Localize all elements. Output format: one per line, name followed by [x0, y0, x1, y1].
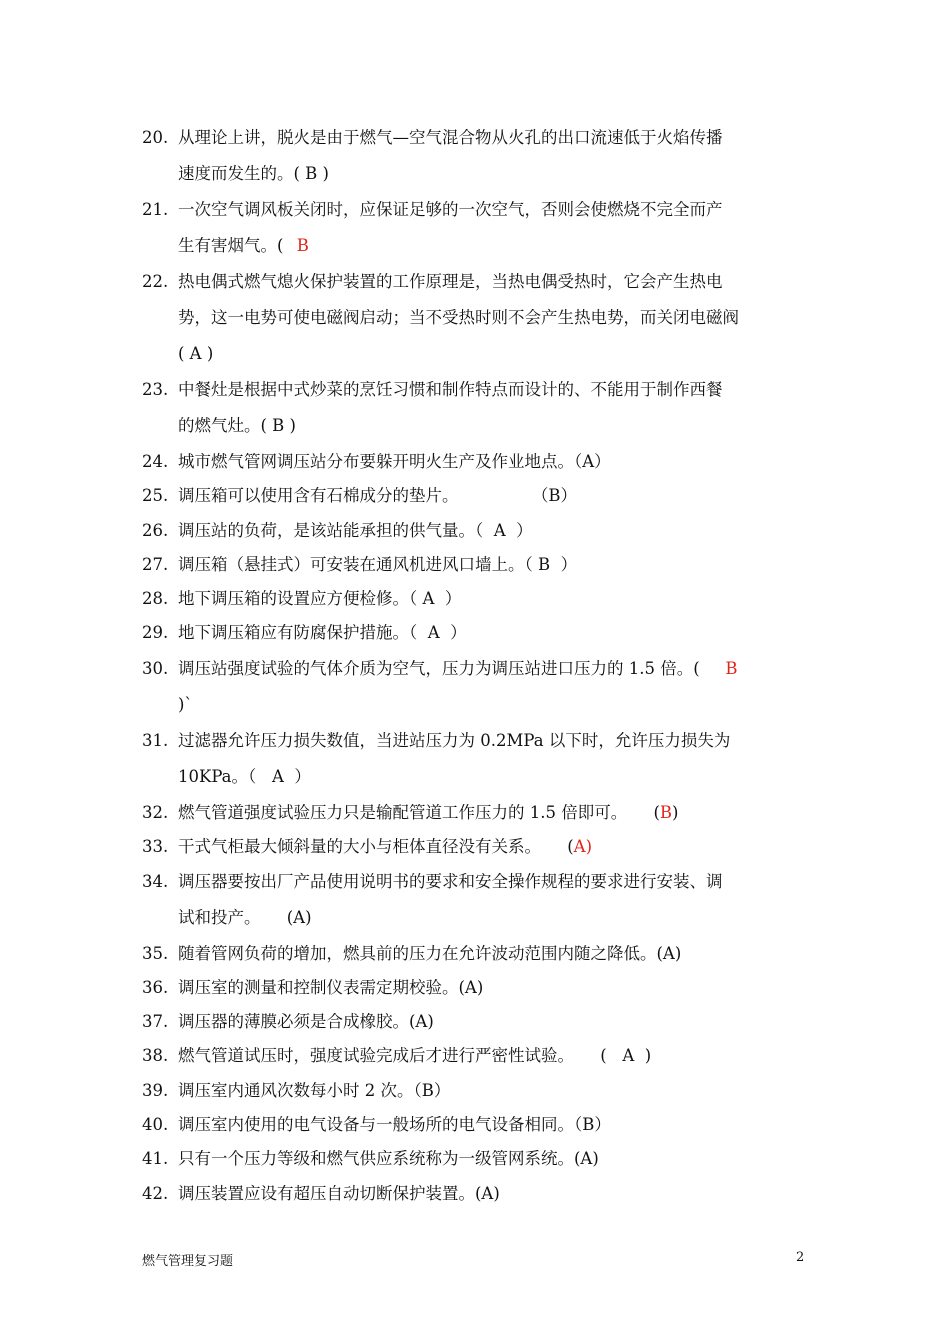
question-number: 37.: [142, 1012, 169, 1031]
question-text: 调压器要按出厂产品使用说明书的要求和安全操作规程的要求进行安装、调: [178, 872, 723, 891]
answer-mark: B: [725, 659, 738, 678]
question-40: [142, 1107, 822, 1143]
question-number: 34.: [142, 872, 169, 891]
question-34: [142, 864, 822, 900]
page-number: 2: [796, 1250, 805, 1265]
question-29: [142, 615, 822, 651]
question-text: 燃气管道试压时，强度试验完成后才进行严密性试验。 ( A ): [178, 1046, 652, 1065]
question-36: [142, 970, 822, 1006]
question-22-answer: ( A ): [178, 344, 214, 363]
question-number: 33.: [142, 837, 169, 856]
question-number: 24.: [142, 452, 169, 471]
question-text: 调压室内通风次数每小时 2 次。（B）: [178, 1081, 451, 1100]
question-21-continuation: [178, 228, 309, 264]
question-35: [142, 936, 822, 972]
question-23: [142, 372, 822, 408]
question-text: 调压装置应设有超压自动切断保护装置。(A): [178, 1184, 500, 1203]
question-number: 35.: [142, 944, 169, 963]
question-number: 40.: [142, 1115, 169, 1134]
question-23-continuation: 的燃气灶。( B ): [178, 416, 296, 435]
question-31-continuation: 10KPa。（ A ）: [178, 767, 311, 786]
question-number: 27.: [142, 555, 169, 574]
question-text: 调压箱（悬挂式）可安装在通风机进风口墙上。（ B ）: [178, 555, 578, 574]
question-39: [142, 1073, 822, 1109]
question-38: [142, 1038, 822, 1074]
answer-mark: B: [659, 803, 673, 822]
question-number: 26.: [142, 521, 169, 540]
question-number: 23.: [142, 380, 169, 399]
question-text: 只有一个压力等级和燃气供应系统称为一级管网系统。(A): [178, 1149, 599, 1168]
question-number: 30.: [142, 659, 169, 678]
question-text: 干式气柜最大倾斜量的大小与柜体直径没有关系。 (: [178, 837, 574, 856]
question-34-continuation: 试和投产。 (A): [178, 908, 312, 927]
question-25: [142, 478, 822, 514]
question-text: 过滤器允许压力损失数值，当进站压力为 0.2MPa 以下时，允许压力损失为: [178, 731, 731, 750]
question-41: [142, 1141, 822, 1177]
footer-title: 燃气管理复习题: [142, 1254, 234, 1269]
question-32: [142, 795, 822, 831]
question-text: 调压站强度试验的气体介质为空气，压力为调压站进口压力的 1.5 倍。(: [178, 659, 716, 678]
question-21: [142, 192, 822, 228]
question-number: 20.: [142, 128, 169, 147]
question-text: 一次空气调风板关闭时，应保证足够的一次空气，否则会使燃烧不完全而产: [178, 200, 723, 219]
answer-close: ): [672, 803, 679, 822]
question-text: 调压器的薄膜必须是合成橡胶。(A): [178, 1012, 434, 1031]
question-number: 28.: [142, 589, 169, 608]
question-number: 21.: [142, 200, 169, 219]
question-text: 燃气管道强度试验压力只是输配管道工作压力的 1.5 倍即可。 (: [178, 803, 660, 822]
question-number: 39.: [142, 1081, 169, 1100]
answer-mark: A: [573, 837, 586, 856]
question-24: [142, 444, 822, 480]
answer-close: ): [585, 837, 593, 856]
question-text: 从理论上讲，脱火是由于燃气—空气混合物从火孔的出口流速低于火焰传播: [178, 128, 723, 147]
question-text: 地下调压箱应有防腐保护措施。（ A ）: [178, 623, 467, 642]
question-text: 调压箱可以使用含有石棉成分的垫片。 （B）: [178, 486, 578, 505]
question-42: [142, 1176, 822, 1212]
question-text: 地下调压箱的设置应方便检修。（ A ）: [178, 589, 462, 608]
question-text: 随着管网负荷的增加，燃具前的压力在允许波动范围内随之降低。(A): [178, 944, 682, 963]
question-number: 22.: [142, 272, 169, 291]
question-text: 生有害烟气。(: [178, 236, 289, 255]
question-number: 36.: [142, 978, 169, 997]
question-30-continuation: )`: [178, 695, 193, 714]
question-text: 调压站的负荷，是该站能承担的供气量。（ A ）: [178, 521, 533, 540]
question-text: 热电偶式燃气熄火保护装置的工作原理是，当热电偶受热时，它会产生热电: [178, 272, 723, 291]
question-27: [142, 547, 822, 583]
question-number: 41.: [142, 1149, 169, 1168]
question-33: [142, 829, 822, 865]
question-22-continuation: 势，这一电势可使电磁阀启动；当不受热时则不会产生热电势，而关闭电磁阀: [178, 308, 739, 327]
question-text: 中餐灶是根据中式炒菜的烹饪习惯和制作特点而设计的、不能用于制作西餐: [178, 380, 723, 399]
question-number: 29.: [142, 623, 169, 642]
question-text: 调压室的测量和控制仪表需定期校验。(A): [178, 978, 484, 997]
answer-mark: B: [296, 236, 309, 255]
question-26: [142, 513, 822, 549]
question-text: 城市燃气管网调压站分布要躲开明火生产及作业地点。（A）: [178, 452, 611, 471]
question-number: 31.: [142, 731, 169, 750]
question-number: 25.: [142, 486, 169, 505]
question-22: [142, 264, 822, 300]
question-number: 42.: [142, 1184, 169, 1203]
question-20: [142, 120, 822, 156]
question-number: 32.: [142, 803, 169, 822]
question-28: [142, 581, 822, 617]
question-20-continuation: 速度而发生的。( B ): [178, 164, 329, 183]
question-31: [142, 723, 822, 759]
question-text: 调压室内使用的电气设备与一般场所的电气设备相同。（B）: [178, 1115, 611, 1134]
question-37: [142, 1004, 822, 1040]
question-30: [142, 651, 822, 687]
question-number: 38.: [142, 1046, 169, 1065]
